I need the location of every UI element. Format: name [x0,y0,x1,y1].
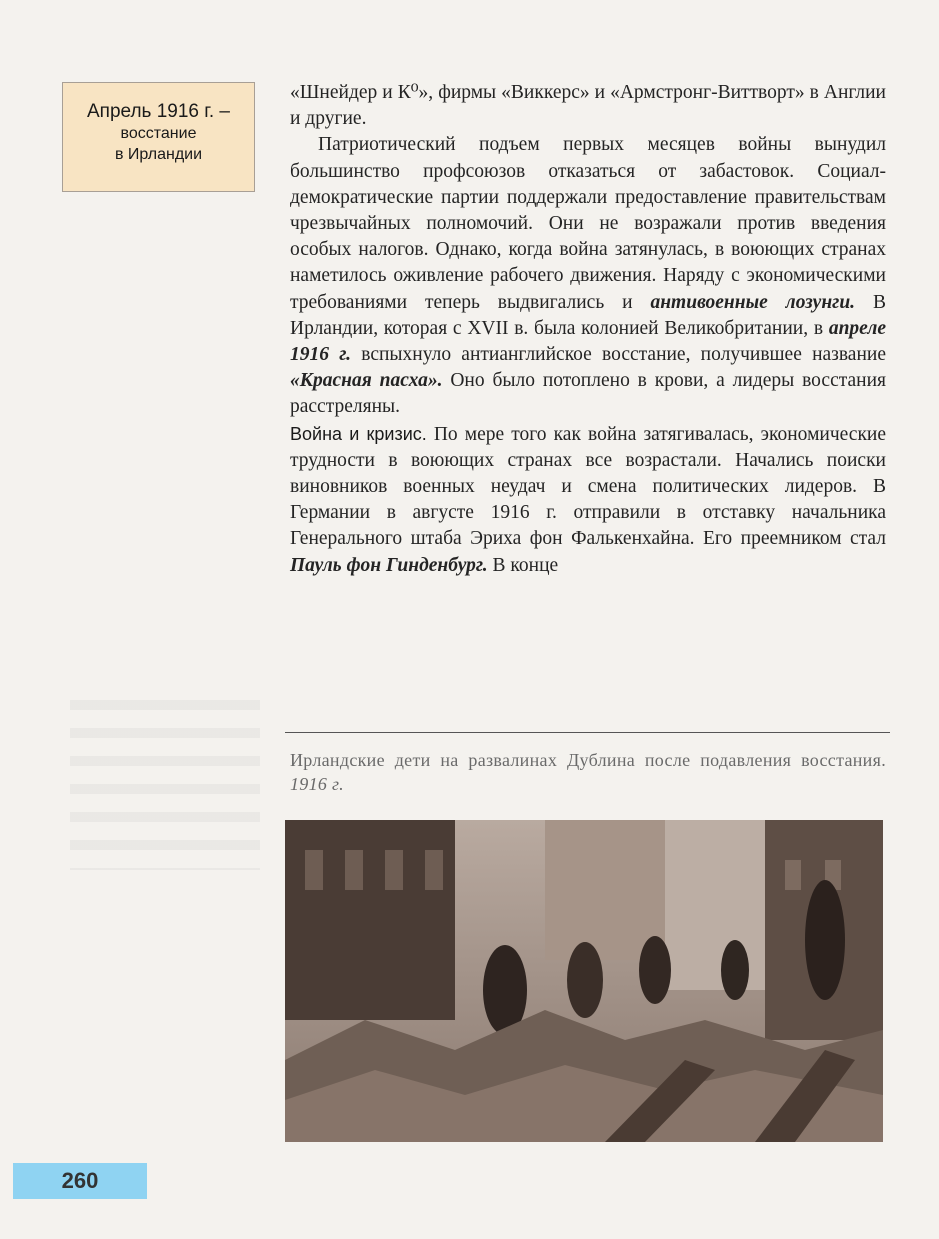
margin-note-line: восстание [120,125,197,142]
text-run: В Ирландии, которая с XVII в. была колонией Великобритании, в [290,291,886,339]
historical-photo [285,820,883,1142]
photo-caption [290,748,886,796]
caption-divider [285,732,890,733]
section-heading: Война и кризис. [290,423,427,444]
text-run: Оно было потоплено в крови, а лидеры восстания расстреляны. [290,370,886,418]
page-number: 260 [13,1163,147,1199]
margin-note [62,82,255,192]
emphasis-term: «Красная пасха». [290,370,443,392]
emphasis-term: апреле 1916 г. [290,317,886,366]
emphasis-term: антивоенные лозунги. [650,291,856,313]
text-run: По мере того как война затягивалась, экономические трудности в воюющих странах все возрастали. Начались поиски виновников военных неудач и смена политических лидеров. В Германии в августе 1916 г. отправили в отставку начальника Генерального штаба Эриха фон Фалькенхайна. Его преемником стал [290,423,887,550]
paragraph [290,421,886,579]
emphasis-term: Пауль фон Гинденбург. [290,554,488,576]
text-run: вспыхнуло антианглийское восстание, получившее название [351,344,886,366]
paragraph [290,132,886,420]
main-text [290,80,886,579]
paragraph [290,80,886,132]
caption-text: Ирландские дети на развалинах Дублина после подавления восстания. [290,750,886,770]
bleed-through-text [70,700,260,870]
margin-note-title: Апрель 1916 г. – [86,101,230,122]
text-run: «Шнейдер и К⁰», фирмы «Виккерс» и «Армстронг-Виттворт» в Англии и другие. [290,82,886,130]
text-run: Патриотический подъем первых месяцев войны вынудил большинство профсоюзов отказаться от забастовок. Социал-демократические партии поддержали предоставление правительствам чрезвычайных полномочий. Они не возражали против введения особых налогов. Однако, когда война затянулась, в воюющих странах наметилось оживление рабочего движения. Наряду с экономическими требованиями теперь выдвигались и [290,134,886,313]
text-run: В конце [487,554,559,576]
margin-note-line: в Ирландии [114,146,203,163]
caption-year: 1916 г. [290,774,344,794]
dublin-ruins-illustration [285,820,883,1142]
